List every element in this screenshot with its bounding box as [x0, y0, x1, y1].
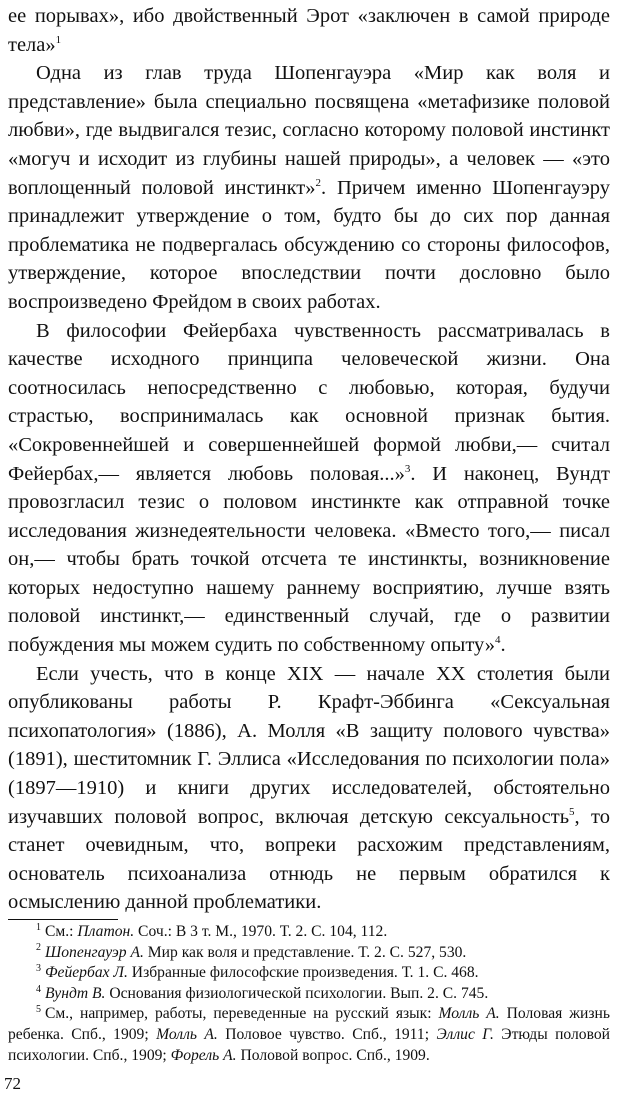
footnote-text: Мир как воля и представление. Т. 2. С. 527, 530.: [143, 943, 467, 961]
footnote-author: Эллис Г.: [436, 1025, 494, 1043]
paragraph-3-text-b: . И наконец, Вундт провозгласил тезис о половом инстинкте как отправной точке исследования жизнедеятельности человека. «Вместо того,— писал он,— чтобы брать точкой отсчета те инстинкты, возникновение которых недоступно нашему раннему восприятию, лучше взять половой инстинкт,— единственный случай, где о развитии побуждения мы можем судить по собственному опыту»: [8, 462, 610, 657]
footnote-number: 3: [36, 963, 41, 974]
footnote-ref-4: 4: [495, 634, 501, 647]
paragraph-1-text: ее порывах», ибо двойственный Эрот «заключен в самой природе тела»: [8, 5, 610, 56]
footnote-ref-5: 5: [569, 805, 575, 818]
footnote-number: 2: [36, 942, 41, 954]
footnote-ref-1: 1: [55, 33, 62, 46]
footnote-5: [8, 1004, 610, 1066]
footnote-text: См., например, работы, переведенные на русский язык:: [45, 1005, 439, 1023]
paragraph-4-text-b: , то станет очевидным, что, вопреки расхожим представлениям, основатель психоанализа отнюдь не первым обратился к осмыслению данной проблематики.: [8, 805, 610, 914]
main-text: [8, 2, 610, 917]
paragraph-4-text-a: Если учесть, что в конце XIX — начале XX столетия были опубликованы работы Р. Крафт-Эббинга «Сексуальная психопатология» (1886), А. Молля «В защиту полового чувства» (1891), шеститомник Г. Эллиса «Исследования по психологии пола» (1897—1910) и книги других исследователей, обстоятельно изучавших половой вопрос, включая детскую сексуальность: [8, 662, 610, 828]
footnote-4: [8, 984, 610, 1005]
footnote-divider: [8, 919, 118, 920]
footnote-number: 1: [36, 921, 41, 933]
footnote-text: Половой вопрос. Спб., 1909.: [236, 1046, 430, 1064]
footnote-number: 5: [36, 1004, 41, 1016]
footnote-text: Половая жизнь ребенка. Спб., 1909;: [8, 1005, 610, 1043]
footnote-author: Молль А.: [156, 1025, 218, 1043]
footnote-2: [8, 943, 610, 964]
paragraph-2-text-a: Одна из глав труда Шопенгауэра «Мир как воля и представление» была специально посвящена «метафизике половой любви», где выдвигался тезис, согласно которому половой инстинкт «могуч и исходит из глубины нашей природы», а человек — «это воплощенный половой инстинкт»: [8, 62, 610, 199]
footnote-author: Шопенгауэр А.: [45, 943, 144, 961]
footnote-author: Молль А.: [438, 1005, 500, 1023]
footnote-author: Вундт В.: [45, 984, 106, 1002]
paragraph-2: [8, 59, 610, 316]
footnote-text: Основания физиологической психологии. Вып. 2. С. 745.: [105, 984, 489, 1002]
footnote-author: Форель А.: [170, 1046, 237, 1064]
footnotes: [8, 922, 610, 1066]
footnote-ref-3: 3: [404, 462, 411, 475]
page-number: 72: [4, 1074, 21, 1093]
footnote-text: См.:: [45, 923, 78, 940]
footnote-author: Фейербах Л.: [45, 964, 128, 982]
paragraph-4: [8, 660, 610, 917]
paragraph-3-text-a: В философии Фейербаха чувственность рассматривалась в качестве исходного принципа человеческой жизни. Она соотносилась непосредственно с любовью, которая, будучи страстью, воспринималась как основной признак бытия. «Сокровеннейшей и совершеннейшей формой любви,— считал Фейербах,— является любовь половая...»: [8, 319, 610, 485]
footnote-1: [8, 922, 610, 943]
paragraph-1: [8, 2, 610, 59]
footnote-text: Соч.: В 3 т. М., 1970. Т. 2. С. 104, 112.: [134, 923, 388, 940]
footnote-author: Платон.: [77, 923, 135, 940]
paragraph-2-text-b: . Причем именно Шопенгауэру принадлежит утверждение о том, будто бы до сих пор данная проблематика не подвергалась обсуждению со стороны философов, утверждение, которое впоследствии почти дословно было воспроизведено Фрейдом в своих работах.: [8, 176, 610, 313]
paragraph-3: В философии Фейербаха чувственность рассматривалась в качестве исходного принципа человеческой жизни. Она соотносилась непосредственно с любовью, которая, будучи страстью, воспринималась как основной признак бытия. «Сокровеннейшей и совершеннейшей формой любви,— считал Фейербах,— является любовь половая...»$^3$. И наконец, Вундт провозгласил тезис о половом инстинкте как отправной точке исследования жизнедеятельности человека. «Вместо того,— писал он,— чтобы брать точкой отсчета те инстинкты, возникновение которых недоступно нашему раннему восприятию, лучше взять половой инстинкт,— единственный случай, где о развитии побуждения мы можем судить по собственному опыту»$^4$.: [8, 319, 610, 657]
footnote-3: [8, 963, 610, 984]
footnote-number: 4: [36, 983, 41, 995]
footnote-text: Этюды половой психологии. Спб., 1909;: [8, 1025, 610, 1064]
footnote-text: Избранные философские произведения. Т. 1. С. 468.: [127, 964, 479, 982]
footnote-ref-2: 2: [315, 176, 322, 189]
footnote-text: Половое чувство. Спб., 1911;: [217, 1025, 437, 1043]
